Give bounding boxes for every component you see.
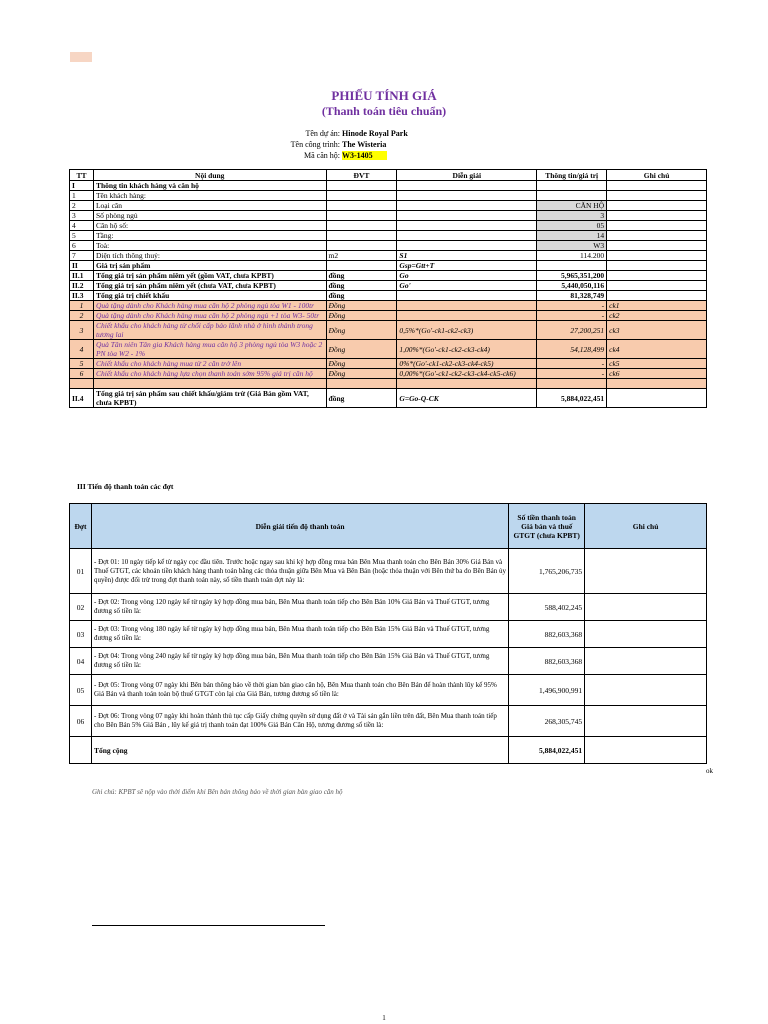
row-unit: [326, 261, 397, 271]
price-row: [70, 231, 707, 241]
installment-note: [585, 706, 707, 737]
row-explanation: [397, 291, 537, 301]
discount-row: [70, 301, 707, 311]
row-value: -: [537, 301, 607, 311]
installment-description: - Đợt 03: Trong vòng 180 ngày kể từ ngày ký hợp đồng mua bán, Bên Mua thanh toán tiếp cho Bên Bán 15% Giá Bán và Thuế GTGT, tương đương số tiền là:: [91, 621, 508, 648]
schedule-row: [70, 706, 707, 737]
installment-amount: 882,603,368: [509, 648, 585, 675]
row-index: 6: [70, 369, 94, 379]
col-header: TT: [70, 170, 94, 181]
row-index: 1: [70, 301, 94, 311]
row-value: 14: [537, 231, 607, 241]
row-unit: [326, 201, 397, 211]
row-unit: [326, 221, 397, 231]
row-explanation: Gsp=Gtt+T: [397, 261, 537, 271]
price-row: [70, 221, 707, 231]
corner-mark: [70, 52, 92, 62]
installment-description: - Đợt 04: Trong vòng 240 ngày kể từ ngày ký hợp đồng mua bán, Bên Mua thanh toán tiếp cho Bên Bán 15% Giá Bán và Thuế GTGT, tương đương số tiền là:: [91, 648, 508, 675]
row-note: [607, 389, 707, 408]
row-explanation: [397, 301, 537, 311]
row-content: Tổng giá trị sản phẩm niêm yết (chưa VAT, chưa KPBT): [93, 281, 326, 291]
row-value: -: [537, 369, 607, 379]
col-header: Thông tin/giá trị: [537, 170, 607, 181]
row-index: II.1: [70, 271, 94, 281]
installment-note: [585, 675, 707, 706]
row-index: II.4: [70, 389, 94, 408]
row-content: Loại căn: [93, 201, 326, 211]
project-info-values: [342, 128, 542, 161]
row-index: 2: [70, 201, 94, 211]
row-unit: đồng: [326, 389, 397, 408]
row-note: ck5: [607, 359, 707, 369]
row-value: -: [537, 311, 607, 321]
row-content: Giá trị sản phẩm: [93, 261, 326, 271]
price-row: [70, 201, 707, 211]
col-header: Số tiền thanh toán Giá bán và thuế GTGT (chưa KPBT): [509, 504, 585, 549]
installment-number: 02: [70, 594, 92, 621]
installment-note: [585, 594, 707, 621]
col-header: Diễn giải tiến độ thanh toán: [91, 504, 508, 549]
col-header: Ghi chú: [607, 170, 707, 181]
row-index: 6: [70, 241, 94, 251]
row-content: Tầng:: [93, 231, 326, 241]
discount-row: [70, 340, 707, 359]
price-row: [70, 181, 707, 191]
row-content: Tổng giá trị chiết khấu: [93, 291, 326, 301]
row-unit: Đồng: [326, 369, 397, 379]
price-table-header: [70, 170, 707, 181]
row-explanation: Go: [397, 271, 537, 281]
row-unit: Đồng: [326, 340, 397, 359]
schedule-row: [70, 675, 707, 706]
row-content: Số phòng ngủ: [93, 211, 326, 221]
row-index: 3: [70, 211, 94, 221]
row-content: Tên khách hàng:: [93, 191, 326, 201]
installment-note: [585, 648, 707, 675]
discount-row: [70, 311, 707, 321]
row-unit: m2: [326, 251, 397, 261]
row-note: ck6: [607, 369, 707, 379]
schedule-row: [70, 549, 707, 594]
row-content: Thông tin khách hàng và căn hộ: [93, 181, 326, 191]
row-value: -: [537, 359, 607, 369]
row-value: 5,965,351,200: [537, 271, 607, 281]
row-index: 4: [70, 221, 94, 231]
row-content: Tổng giá trị sản phẩm niêm yết (gồm VAT, chưa KPBT): [93, 271, 326, 281]
installment-amount: 1,496,900,991: [509, 675, 585, 706]
row-note: [607, 201, 707, 211]
col-header: Ghi chú: [585, 504, 707, 549]
row-unit: [326, 231, 397, 241]
installment-number: 03: [70, 621, 92, 648]
row-unit: đồng: [326, 271, 397, 281]
row-value: 3: [537, 211, 607, 221]
installment-amount: 1,765,206,735: [509, 549, 585, 594]
schedule-table-header: [70, 504, 707, 549]
price-row: [70, 291, 707, 301]
row-unit: đồng: [326, 281, 397, 291]
installment-note: [585, 549, 707, 594]
row-explanation: 0,5%*(Go'-ck1-ck2-ck3): [397, 321, 537, 340]
row-note: [607, 231, 707, 241]
row-content: Chiết khấu cho khách hàng từ chối cấp bảo lãnh nhà ở hình thành trong tương lai: [93, 321, 326, 340]
total-amount: 5,884,022,451: [509, 737, 585, 764]
row-content: Diện tích thông thuỷ:: [93, 251, 326, 261]
row-content: Tổng giá trị sản phẩm sau chiết khấu/giảm trừ (Giá Bán gồm VAT, chưa KPBT): [93, 389, 326, 408]
building-name-label: Tên công trình:: [290, 140, 340, 149]
row-unit: đồng: [326, 291, 397, 301]
col-header: Diễn giải: [397, 170, 537, 181]
row-value: 54,128,499: [537, 340, 607, 359]
row-unit: [326, 181, 397, 191]
row-note: [607, 251, 707, 261]
row-note: [607, 281, 707, 291]
row-note: ck4: [607, 340, 707, 359]
price-row: [70, 261, 707, 271]
row-unit: Đồng: [326, 311, 397, 321]
building-name: The Wisteria: [342, 140, 387, 149]
row-index: 5: [70, 231, 94, 241]
price-row: [70, 251, 707, 261]
price-row: [70, 271, 707, 281]
row-note: ck3: [607, 321, 707, 340]
installment-description: - Đợt 01: 10 ngày tiếp kể từ ngày cọc đầu tiên. Trước hoặc ngay sau khi ký hợp đồng mua bán Bên Mua thanh toán cho Bên Bán 30% Giá Bán và Thuế GTGT, các khoản tiền khách hàng thanh toán bằng các thỏa thuận giữa Bên Mua và Bên Bán (hoặc thỏa thuận với Bên thứ ba do Bên Bán ủy quyền) được đối trừ trong đợt thanh toán này, số tiền thanh toán đợt này là:: [91, 549, 508, 594]
row-unit: [326, 191, 397, 201]
row-explanation: [397, 311, 537, 321]
apartment-code: W3-1405: [342, 151, 387, 160]
row-content: Chiết khấu cho khách hàng lựa chọn thanh toán sớm 95% giá trị căn hộ: [93, 369, 326, 379]
installment-number: 04: [70, 648, 92, 675]
row-note: [607, 291, 707, 301]
row-unit: [326, 211, 397, 221]
col-header: Nội dung: [93, 170, 326, 181]
project-name: Hinode Royal Park: [342, 129, 408, 138]
row-explanation: [397, 231, 537, 241]
installment-note: [585, 621, 707, 648]
row-content: Căn hộ số:: [93, 221, 326, 231]
schedule-total-row: [70, 737, 707, 764]
installment-amount: 588,402,245: [509, 594, 585, 621]
row-unit: Đồng: [326, 321, 397, 340]
page-number: 1: [382, 1014, 386, 1022]
page-title: PHIẾU TÍNH GIÁ: [331, 88, 437, 103]
price-row: [70, 281, 707, 291]
ok-mark: ok: [706, 767, 713, 775]
row-content: Chiết khấu cho khách hàng mua từ 2 căn trở lên: [93, 359, 326, 369]
discount-row: [70, 359, 707, 369]
row-unit: Đồng: [326, 301, 397, 311]
payment-schedule-table: [69, 503, 707, 764]
row-value: 5,440,050,116: [537, 281, 607, 291]
schedule-row: [70, 594, 707, 621]
row-explanation: S1: [397, 251, 537, 261]
row-explanation: Go': [397, 281, 537, 291]
row-index: 1: [70, 191, 94, 201]
discount-row-empty: [70, 379, 707, 389]
row-index: II.2: [70, 281, 94, 291]
project-info-labels: [200, 128, 340, 168]
row-explanation: [397, 191, 537, 201]
price-total-row: [70, 389, 707, 408]
row-explanation: 0,00%*(Go'-ck1-ck2-ck3-ck4-ck5-ck6): [397, 369, 537, 379]
page-subtitle: (Thanh toán tiêu chuẩn): [321, 104, 447, 118]
installment-description: - Đợt 02: Trong vòng 120 ngày kể từ ngày ký hợp đồng mua bán, Bên Mua thanh toán tiếp cho Bên Bán 10% Giá Bán và Thuế GTGT, tương đương số tiền là:: [91, 594, 508, 621]
installment-number: 01: [70, 549, 92, 594]
row-note: [607, 191, 707, 201]
footnote: Ghi chú: KPBT sẽ nộp vào thời điểm khi Bên bán thông báo về thời gian bàn giao căn hộ: [92, 788, 343, 796]
row-value: 81,328,749: [537, 291, 607, 301]
installment-number: 06: [70, 706, 92, 737]
row-content: Quà Tân niên Tân gia Khách hàng mua căn hộ 3 phòng ngủ tòa W3 hoặc 2 PN tòa W2 - 1%: [93, 340, 326, 359]
row-index: II.3: [70, 291, 94, 301]
row-index: 5: [70, 359, 94, 369]
row-content: Toà:: [93, 241, 326, 251]
row-unit: Đồng: [326, 359, 397, 369]
col-header: ĐVT: [326, 170, 397, 181]
row-note: [607, 261, 707, 271]
row-explanation: 1,00%*(Go'-ck1-ck2-ck3-ck4): [397, 340, 537, 359]
row-explanation: [397, 201, 537, 211]
installment-amount: 268,305,745: [509, 706, 585, 737]
row-explanation: [397, 221, 537, 231]
col-header: Đợt: [70, 504, 92, 549]
price-row: [70, 191, 707, 201]
row-explanation: [397, 211, 537, 221]
apartment-code-label: Mã căn hộ:: [304, 151, 340, 160]
installment-description: - Đợt 05: Trong vòng 07 ngày khi Bên bán thông báo về thời gian bàn giao căn hộ, Bên Mua thanh toán cho Bên Bán để hoàn thành lũy kế 95% Giá Bán và thanh toán toàn bộ thuế GTGT còn lại của Giá Bán, tương đương số tiền là:: [91, 675, 508, 706]
installment-number: 05: [70, 675, 92, 706]
price-table: [69, 169, 707, 408]
discount-row: [70, 321, 707, 340]
installment-description: - Đợt 06: Trong vòng 07 ngày khi hoàn thành thủ tục cấp Giấy chứng quyền sử dụng đất ở và Tài sản gắn liền trên đất, Bên Mua thanh toán tiếp cho Bên Bán 5% Giá Bán , lũy kế giá trị thanh toán đạt 100% Giá Bán Căn Hộ, tương đương số tiền là:: [91, 706, 508, 737]
installment-amount: 882,603,368: [509, 621, 585, 648]
schedule-row: [70, 621, 707, 648]
row-index: 7: [70, 251, 94, 261]
row-value: [537, 181, 607, 191]
discount-row: [70, 369, 707, 379]
row-note: [607, 221, 707, 231]
row-note: [607, 181, 707, 191]
row-value: [537, 261, 607, 271]
row-value: [537, 191, 607, 201]
row-note: [607, 241, 707, 251]
row-explanation: [397, 241, 537, 251]
row-explanation: G=Go-Q-CK: [397, 389, 537, 408]
row-index: 4: [70, 340, 94, 359]
row-index: 3: [70, 321, 94, 340]
row-index: II: [70, 261, 94, 271]
row-index: 2: [70, 311, 94, 321]
row-content: Quà tặng dành cho Khách hàng mua căn hộ 2 phòng ngủ tòa W1 - 100tr: [93, 301, 326, 311]
price-row: [70, 241, 707, 251]
row-note: ck1: [607, 301, 707, 311]
schedule-row: [70, 648, 707, 675]
project-name-label: Tên dự án:: [305, 129, 340, 138]
footnote-divider: [92, 925, 325, 926]
row-index: I: [70, 181, 94, 191]
row-value: 05: [537, 221, 607, 231]
row-note: [607, 271, 707, 281]
row-value: 27,200,251: [537, 321, 607, 340]
row-content: Quà tặng dành cho Khách hàng mua căn hộ 2 phòng ngủ +1 tòa W3- 50tr: [93, 311, 326, 321]
section-payment-schedule: III Tiến độ thanh toán các đợt: [77, 482, 174, 491]
row-value: W3: [537, 241, 607, 251]
row-note: ck2: [607, 311, 707, 321]
row-value: 114.200: [537, 251, 607, 261]
row-note: [607, 211, 707, 221]
row-explanation: [397, 181, 537, 191]
row-unit: [326, 241, 397, 251]
row-value: CĂN HỘ: [537, 201, 607, 211]
row-explanation: 0%*(Go'-ck1-ck2-ck3-ck4-ck5): [397, 359, 537, 369]
price-row: [70, 211, 707, 221]
total-label: Tổng cộng: [91, 737, 508, 764]
row-value: 5,884,022,451: [537, 389, 607, 408]
